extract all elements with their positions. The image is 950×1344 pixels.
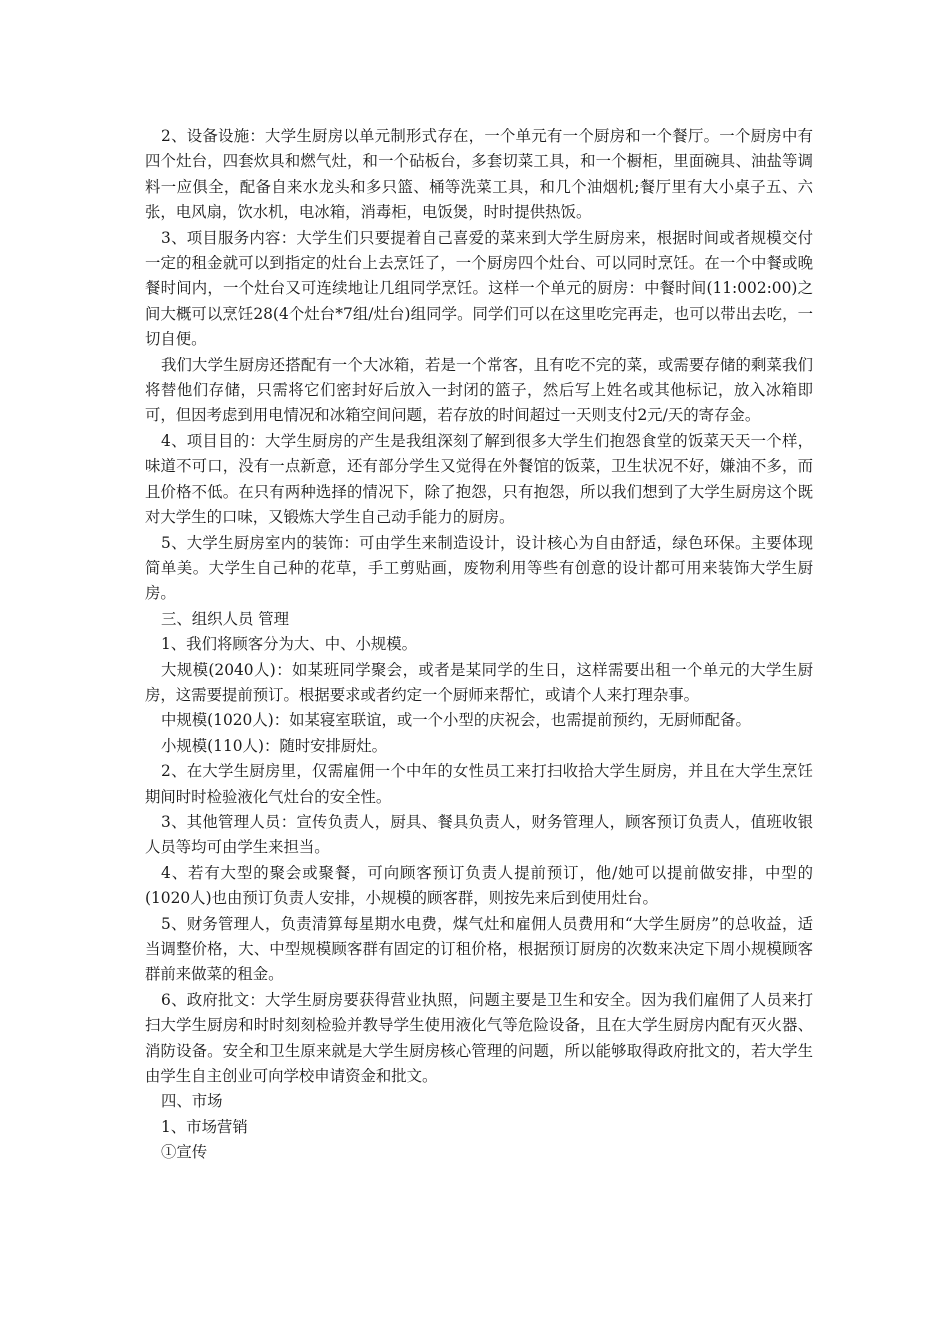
paragraph-small-scale: 小规模(110人)：随时安排厨灶。: [161, 736, 388, 755]
subheading-promotion: ①宣传: [161, 1143, 208, 1162]
section-heading-organization: 三、组织人员 管理: [161, 609, 290, 628]
paragraph-large-scale: 大规模(2040人)：如某班同学聚会，或者是某同学的生日，这样需要出租一个单元的大学生厨房，这需要提前预订。根据要求或者约定一个厨师来帮忙，或请个人来打理杂事。: [145, 660, 813, 704]
paragraph-decoration: 5、大学生厨房室内的装饰：可由学生来制造设计，设计核心为自由舒适，绿色环保。主要体现简单美。大学生自己种的花草，手工剪贴画，废物利用等些有创意的设计都可用来装饰大学生厨房。: [145, 533, 813, 603]
paragraph-government-approval: 6、政府批文：大学生厨房要获得营业执照，问题主要是卫生和安全。因为我们雇佣了人员来打扫大学生厨房和时时刻刻检验并教导学生使用液化气等危险设备，且在大学生厨房内配有灭火器、消防设备。安全和卫生原来就是大学生厨房核心管理的问题，所以能够取得政府批文的，若大学生由学生自主创业可向学校申请资金和批文。: [145, 990, 813, 1086]
paragraph-fridge-storage: 我们大学生厨房还搭配有一个大冰箱，若是一个常客，且有吃不完的菜，或需要存储的剩菜我们将替他们存储，只需将它们密封好后放入一封闭的篮子，然后写上姓名或其他标记，放入冰箱即可，但因考虑到用电情况和冰箱空间问题，若存放的时间超过一天则支付2元/天的寄存金。: [145, 355, 813, 425]
paragraph-medium-scale: 中规模(1020人)：如某寝室联谊，或一个小型的庆祝会，也需提前预约，无厨师配备。: [161, 711, 751, 730]
section-heading-market: 四、市场: [161, 1092, 223, 1111]
subheading-marketing: 1、市场营销: [161, 1117, 248, 1136]
paragraph-project-goal: 4、项目目的：大学生厨房的产生是我组深刻了解到很多大学生们抱怨食堂的饭菜天天一个样，味道不可口，没有一点新意，还有部分学生又觉得在外餐馆的饭菜，卫生状况不好，嫌油不多，而且价格不低。在只有两种选择的情况下，除了抱怨，只有抱怨，所以我们想到了大学生厨房这个既对大学生的口味，又锻炼大学生自己动手能力的厨房。: [145, 431, 813, 527]
paragraph-other-managers: 3、其他管理人员：宣传负责人，厨具、餐具负责人，财务管理人，顾客预订负责人，值班收银人员等均可由学生来担当。: [145, 812, 813, 857]
paragraph-reservations: 4、若有大型的聚会或聚餐，可向顾客预订负责人提前预订，他/她可以提前做安排，中型的(1020人)也由预订负责人安排，小规模的顾客群，则按先来后到使用灶台。: [145, 863, 813, 908]
paragraph-service-content: 3、项目服务内容：大学生们只要提着自己喜爱的菜来到大学生厨房来，根据时间或者规模交付一定的租金就可以到指定的灶台上去烹饪了，一个厨房四个灶台、可以同时烹饪。在一个中餐或晚餐时间内，一个灶台又可连续地让几组同学烹饪。这样一个单元的厨房：中餐时间(11:002:00)之间大概可以烹饪28(4个灶台*7组/灶台)组同学。同学们可以在这里吃完再走，也可以带出去吃，一切自便。: [145, 228, 813, 349]
paragraph-cleaning-staff: 2、在大学生厨房里，仅需雇佣一个中年的女性员工来打扫收拾大学生厨房，并且在大学生烹饪期间时时检验液化气灶台的安全性。: [145, 762, 813, 806]
document-body: [145, 124, 813, 1166]
paragraph-customer-scale: 1、我们将顾客分为大、中、小规模。: [161, 635, 418, 654]
paragraph-finance: 5、财务管理人，负责清算每星期水电费，煤气灶和雇佣人员费用和“大学生厨房”的总收益，适当调整价格，大、中型规模顾客群有固定的订租价格，根据预订厨房的次数来决定下周小规模顾客群前来做菜的租金。: [145, 914, 813, 984]
paragraph-equipment: 2、设备设施：大学生厨房以单元制形式存在，一个单元有一个厨房和一个餐厅。一个厨房中有四个灶台，四套炊具和燃气灶，和一个砧板台，多套切菜工具，和一个橱柜，里面碗具、油盐等调料一应俱全，配备自来水龙头和多只篮、桶等洗菜工具，和几个油烟机;餐厅里有大小桌子五、六张，电风扇，饮水机，电冰箱，消毒柜，电饭煲，时时提供热饭。: [145, 127, 813, 222]
